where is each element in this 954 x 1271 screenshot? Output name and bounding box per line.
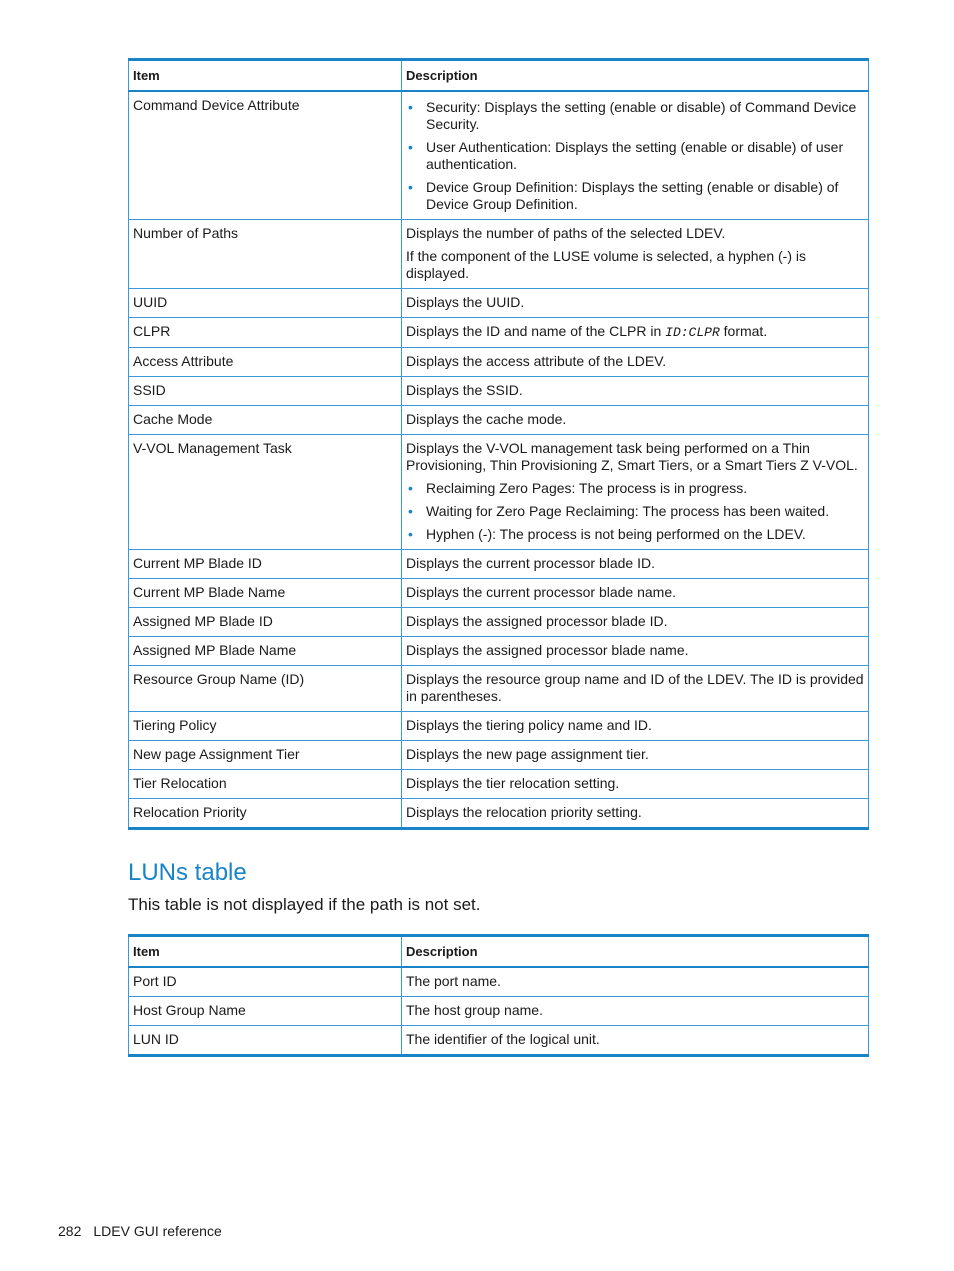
row-item: Port ID (129, 967, 402, 997)
table-row (129, 348, 869, 377)
table-row (129, 377, 869, 406)
table-row (129, 1026, 869, 1056)
bullet-icon: • (408, 179, 413, 195)
luns-table (128, 934, 869, 1057)
bullet-icon: • (408, 139, 413, 155)
row-description: Displays the assigned processor blade ID. (402, 608, 869, 637)
table-header-row (129, 936, 869, 968)
ldev-properties-table (128, 58, 869, 830)
row-description (402, 91, 869, 220)
table-row (129, 406, 869, 435)
row-description: Displays the UUID. (402, 289, 869, 318)
table-header-row (129, 60, 869, 92)
row-description: Displays the tier relocation setting. (402, 770, 869, 799)
row-item: Current MP Blade Name (129, 579, 402, 608)
row-item: Tiering Policy (129, 712, 402, 741)
table-row (129, 608, 869, 637)
row-description: Displays the cache mode. (402, 406, 869, 435)
row-description: Displays the current processor blade ID. (402, 550, 869, 579)
list-item (406, 179, 864, 213)
description-paragraph: Displays the V-VOL management task being performed on a Thin Provisioning, Thin Provisioning Z, Smart Tiers, or a Smart Tiers Z V-VOL. (406, 440, 858, 473)
row-description: Displays the new page assignment tier. (402, 741, 869, 770)
row-description: The port name. (402, 967, 869, 997)
row-item: Tier Relocation (129, 770, 402, 799)
list-item-text: Device Group Definition: Displays the setting (enable or disable) of Device Group Definition. (426, 179, 839, 212)
section-heading-luns-table: LUNs table (128, 859, 247, 886)
table-row (129, 220, 869, 289)
table-row (129, 967, 869, 997)
list-item-text: Hyphen (-): The process is not being performed on the LDEV. (426, 526, 806, 542)
bullet-icon: • (408, 526, 413, 542)
row-item: SSID (129, 377, 402, 406)
bullet-list (406, 99, 864, 213)
section-intro: This table is not displayed if the path is not set. (128, 895, 481, 914)
header-description: Description (402, 936, 869, 968)
table-row (129, 435, 869, 550)
bullet-icon: • (408, 99, 413, 115)
header-description: Description (402, 60, 869, 92)
bullet-icon: • (408, 480, 413, 496)
row-item: Access Attribute (129, 348, 402, 377)
list-item (406, 99, 864, 133)
row-description (402, 318, 869, 348)
list-item (406, 526, 864, 543)
list-item-text: Waiting for Zero Page Reclaiming: The process has been waited. (426, 503, 830, 519)
table-row (129, 318, 869, 348)
page-footer (58, 1222, 234, 1240)
table-row (129, 770, 869, 799)
row-description: Displays the SSID. (402, 377, 869, 406)
row-item: UUID (129, 289, 402, 318)
row-item: Command Device Attribute (129, 91, 402, 220)
list-item (406, 480, 864, 497)
description-paragraph: Displays the number of paths of the selected LDEV. (406, 225, 726, 241)
description-paragraph: If the component of the LUSE volume is selected, a hyphen (-) is displayed. (406, 248, 806, 281)
row-item: Number of Paths (129, 220, 402, 289)
row-description: Displays the assigned processor blade name. (402, 637, 869, 666)
clpr-desc-pre: Displays the ID and name of the CLPR in (406, 323, 666, 339)
row-item: Resource Group Name (ID) (129, 666, 402, 712)
table-row (129, 741, 869, 770)
row-item: Relocation Priority (129, 799, 402, 829)
clpr-desc-post: format. (719, 323, 768, 339)
row-description: Displays the current processor blade name. (402, 579, 869, 608)
clpr-format-code: ID:CLPR (665, 325, 720, 340)
table-row (129, 712, 869, 741)
table-row (129, 799, 869, 829)
bullet-list (406, 480, 864, 543)
list-item (406, 503, 864, 520)
row-item: Host Group Name (129, 997, 402, 1026)
row-item: New page Assignment Tier (129, 741, 402, 770)
table-row (129, 550, 869, 579)
table-row (129, 666, 869, 712)
row-description (402, 435, 869, 550)
list-item-text: Security: Displays the setting (enable or disable) of Command Device Security. (426, 99, 857, 132)
table-row (129, 289, 869, 318)
header-item: Item (129, 936, 402, 968)
table-row (129, 91, 869, 220)
row-description (402, 220, 869, 289)
row-item: Assigned MP Blade ID (129, 608, 402, 637)
row-description: Displays the relocation priority setting. (402, 799, 869, 829)
row-item: LUN ID (129, 1026, 402, 1056)
page-number: 282 (58, 1223, 82, 1239)
row-item: Assigned MP Blade Name (129, 637, 402, 666)
list-item-text: Reclaiming Zero Pages: The process is in progress. (426, 480, 748, 496)
table-row (129, 579, 869, 608)
row-description: Displays the tiering policy name and ID. (402, 712, 869, 741)
list-item (406, 139, 864, 173)
row-item: Cache Mode (129, 406, 402, 435)
header-item: Item (129, 60, 402, 92)
row-description: Displays the access attribute of the LDEV. (402, 348, 869, 377)
table-row (129, 637, 869, 666)
bullet-icon: • (408, 503, 413, 519)
row-item: CLPR (129, 318, 402, 348)
table-row (129, 997, 869, 1026)
row-description: Displays the resource group name and ID of the LDEV. The ID is provided in parentheses. (402, 666, 869, 712)
row-description: The host group name. (402, 997, 869, 1026)
list-item-text: User Authentication: Displays the setting (enable or disable) of user authentication. (426, 139, 844, 172)
row-item: V-VOL Management Task (129, 435, 402, 550)
footer-section-title: LDEV GUI reference (93, 1223, 222, 1239)
row-description: The identifier of the logical unit. (402, 1026, 869, 1056)
row-item: Current MP Blade ID (129, 550, 402, 579)
